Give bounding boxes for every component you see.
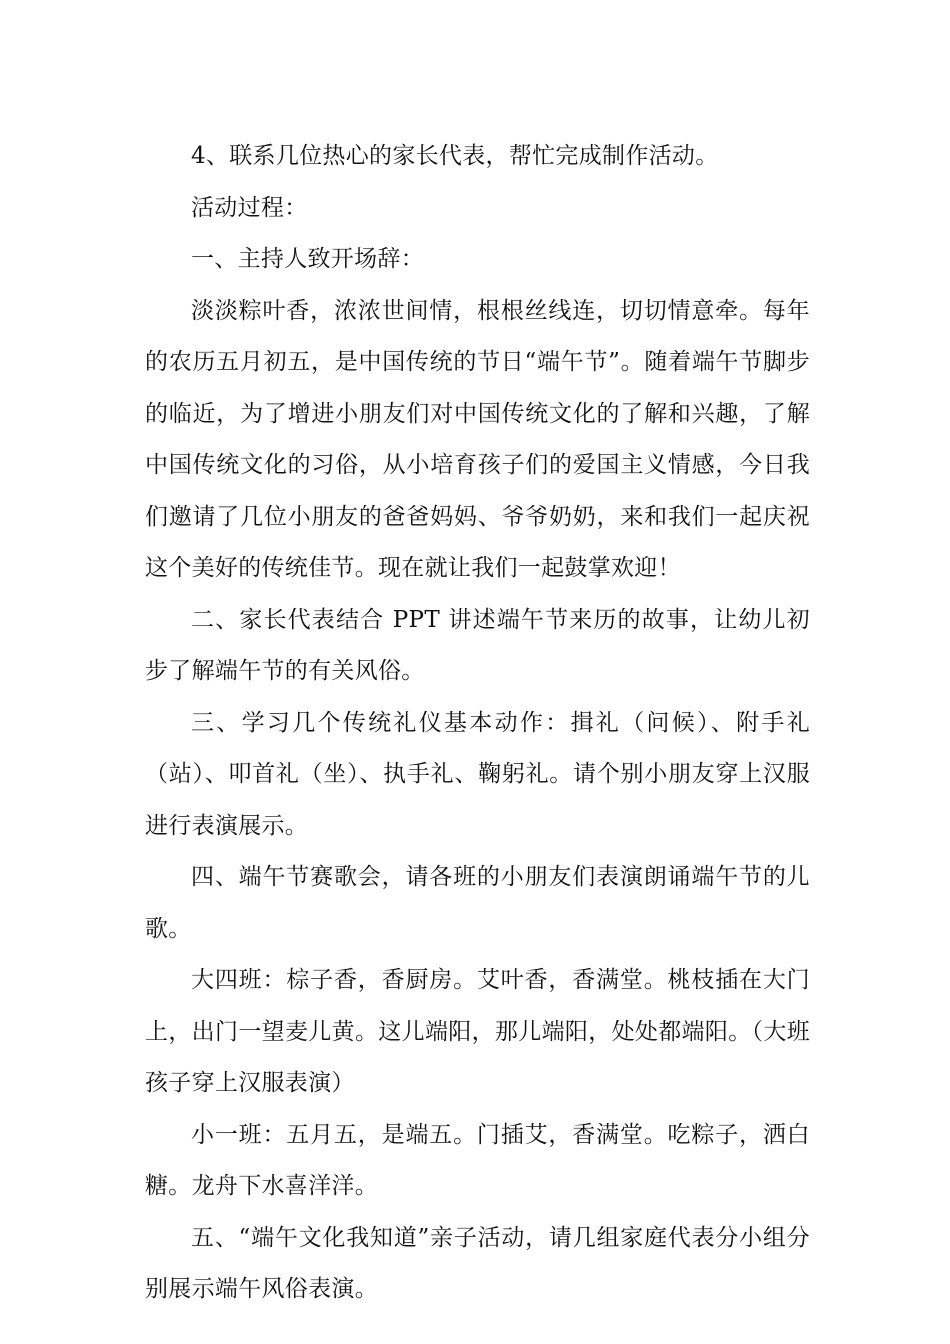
paragraph-step-4: 4、联系几位热心的家长代表，帮忙完成制作活动。 [191,143,719,169]
paragraph-section-4: 四、端午节赛歌会，请各班的小朋友们表演朗诵端午节的儿歌。 [145,864,810,942]
paragraph-process-heading: 活动过程： [191,194,308,221]
paragraph-section-3: 三、学习几个传统礼仪基本动作：揖礼（问候）、附手礼（站）、叩首礼（坐）、执手礼、鞠躬礼。请个别小朋友穿上汉服进行表演展示。 [145,709,810,839]
document-body [145,131,810,1316]
paragraph-class-xiao-yi: 小一班：五月五，是端五。门插艾，香满堂。吃粽子，洒白糖。龙舟下水喜洋洋。 [145,1121,810,1199]
paragraph-opening-speech: 淡淡粽叶香，浓浓世间情，根根丝线连，切切情意牵。每年的农历五月初五，是中国传统的节日“端午节”。随着端午节脚步的临近，为了增进小朋友们对中国传统文化的了解和兴趣，了解中国传统文化的习俗，从小培育孩子们的爱国主义情感，今日我们邀请了几位小朋友的爸爸妈妈、爷爷奶奶，来和我们一起庆祝这个美好的传统佳节。现在就让我们一起鼓掌欢迎！ [145,297,810,581]
paragraph-class-da-si: 大四班：棕子香，香厨房。艾叶香，香满堂。桃枝插在大门上，出门一望麦儿黄。这儿端阳，那儿端阳，处处都端阳。（大班孩子穿上汉服表演） [145,967,810,1096]
paragraph-section-5: 五、“端午文化我知道”亲子活动，请几组家庭代表分小组分别展示端午风俗表演。 [145,1224,810,1302]
paragraph-section-2: 二、家长代表结合 PPT 讲述端午节来历的故事，让幼儿初步了解端午节的有关风俗。 [145,606,810,684]
paragraph-section-1-heading: 一、主持人致开场辞： [191,246,424,272]
